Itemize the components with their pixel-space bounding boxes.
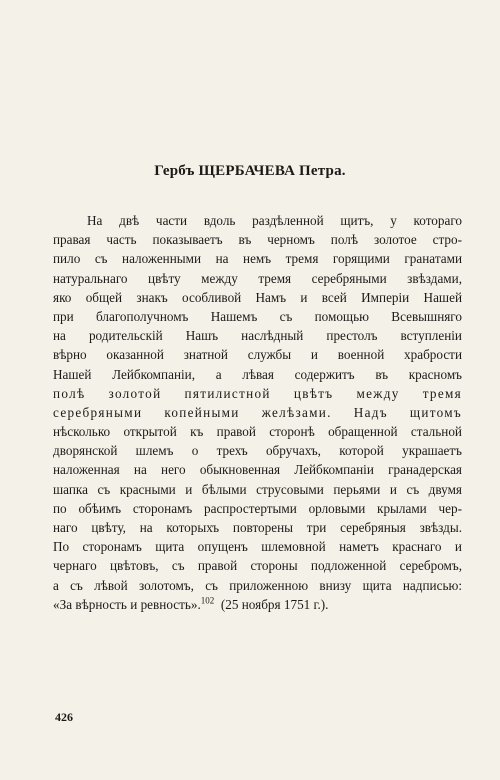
text-line-last [53, 595, 462, 614]
footnote-reference[interactable]: 102 [200, 595, 215, 606]
text-line: на родительскій Нашъ наслѣдный престолъ вступленіи [53, 328, 462, 344]
text-line: шапка съ красными и бѣлыми струсовыми перьями и съ двумя [53, 481, 462, 497]
motto-text: «За вѣрность и ревность». [53, 596, 201, 612]
text-line: По сторонамъ щита опущенъ шлемовной наметъ краснаго и [53, 539, 462, 555]
text-line: На двѣ части вдоль раздѣленной щитъ, у котораго [87, 213, 462, 228]
text-line: по обѣимъ сторонамъ распростертыми орловыми крылами чер- [53, 500, 462, 516]
body-text [53, 211, 462, 614]
text-line: дворянской шлемъ о трехъ обручахъ, которой украшаетъ [53, 443, 462, 459]
text-line: серебряными копейными желѣзами. Надъ щитомъ [53, 404, 462, 420]
text-line: пило съ наложенными на немъ тремя горящими гранатами [53, 251, 462, 267]
text-line: натуральнаго цвѣту между тремя серебряными звѣздами, [53, 270, 462, 286]
page-title: Гербъ ЩЕРБАЧЕВА Петра. [154, 163, 346, 179]
text-line: при благополучномъ Нашемъ съ помощью Всевышняго [53, 308, 462, 324]
text-line: чернаго цвѣтовъ, съ правой стороны подложенной серебромъ, [53, 558, 462, 574]
page-number: 426 [55, 710, 73, 724]
text-line: яко общей знакъ особливой Намъ и всей Имперіи Нашей [53, 289, 462, 305]
text-line: Нашей Лейбкомпаніи, а лѣвая содержитъ въ красномъ [53, 366, 462, 382]
text-line: вѣрно оказанной знатной службы и военной храбрости [53, 347, 462, 363]
text-line: полѣ золотой пятилистной цвѣтъ между тремя [53, 385, 462, 401]
text-line: нѣсколько открытой къ правой сторонѣ обращенной стальной [53, 424, 462, 440]
text-line: наложенная на него обыкновенная Лейбкомпаніи гранадерская [53, 462, 462, 478]
text-line: а съ лѣвой золотомъ, съ приложенною внизу щита надписью: [53, 577, 462, 593]
text-line: правая часть показываетъ въ черномъ полѣ золотое стро- [53, 232, 462, 248]
date-text: (25 ноября 1751 г.). [220, 596, 329, 612]
text-line: наго цвѣту, на которыхъ повторены три серебряныя звѣзды. [53, 520, 462, 535]
